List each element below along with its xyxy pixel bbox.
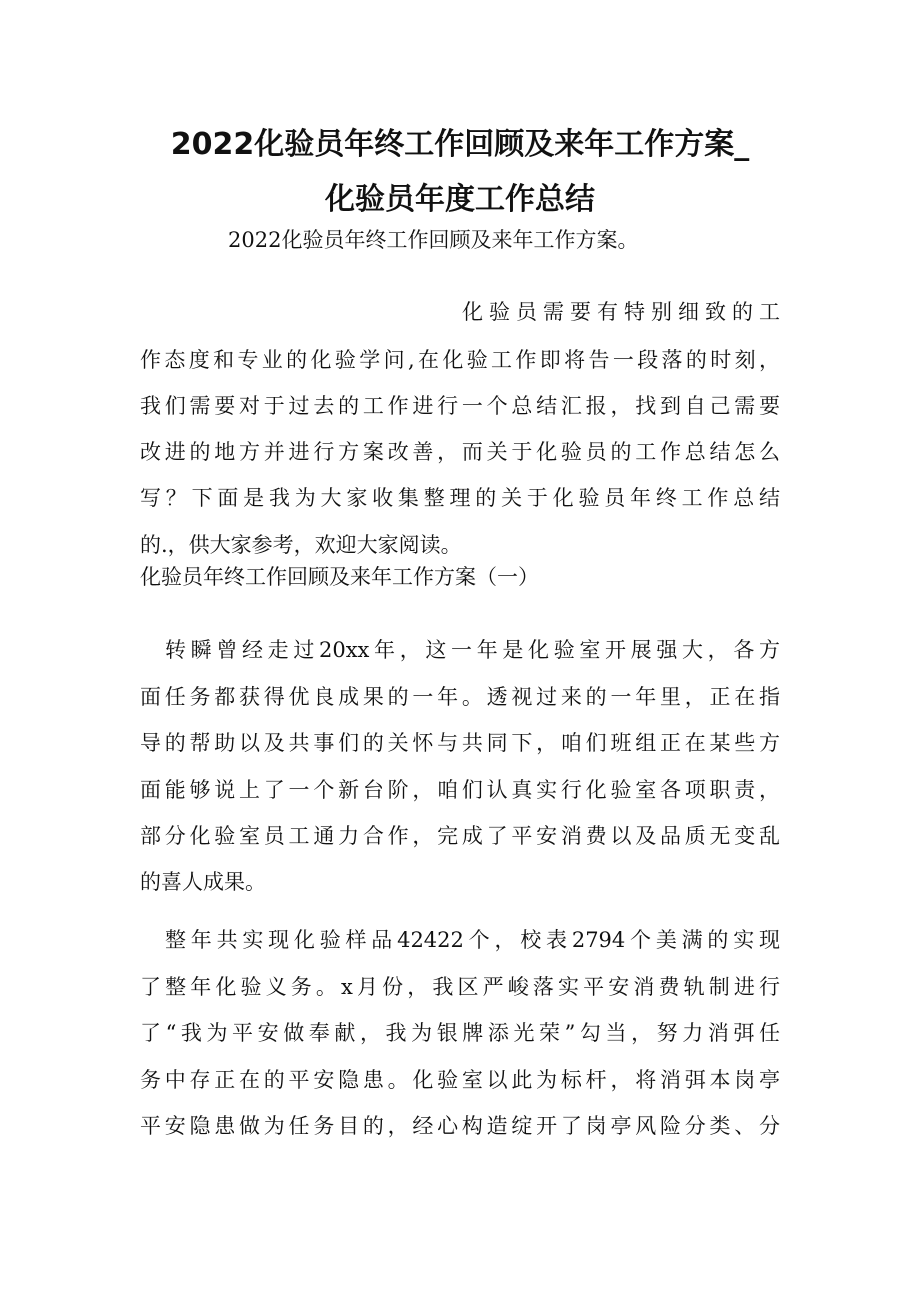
text-line: 的.，供大家参考，欢迎大家阅读。 <box>140 533 462 557</box>
text-line: 的喜人成果。 <box>140 870 266 894</box>
text-line: 改进的地方并进行方案改善，而关于化验员的工作总结怎么 <box>140 440 780 464</box>
text-line: 面能够说上了一个新台阶，咱们认真实行化验室各项职责， <box>140 778 780 802</box>
text-line: 化验员需要有特别细致的工 <box>462 300 780 324</box>
subtitle: 2022化验员年终工作回顾及来年工作方案。 <box>228 228 639 252</box>
text-line: 导的帮助以及共事们的关怀与共同下，咱们班组正在某些方 <box>140 731 780 755</box>
text-line: 了整年化验义务。x月份，我区严峻落实平安消费轨制进行 <box>140 975 780 999</box>
title-line-1: 2022化验员年终工作回顾及来年工作方案_ <box>170 127 750 162</box>
title-line-2: 化验员年度工作总结 <box>325 182 595 217</box>
text-line: 写？下面是我为大家收集整理的关于化验员年终工作总结 <box>140 486 780 510</box>
text-line: 整年共实现化验样品42422个，校表2794个美满的实现 <box>165 928 780 952</box>
text-line: 面任务都获得优良成果的一年。透视过来的一年里，正在指 <box>140 685 780 709</box>
text-line: 我们需要对于过去的工作进行一个总结汇报，找到自己需要 <box>140 394 780 418</box>
text-line: 部分化验室员工通力合作，完成了平安消费以及品质无变乱 <box>140 824 780 848</box>
text-line: 作态度和专业的化验学问,在化验工作即将告一段落的时刻， <box>140 348 780 372</box>
text-line: 转瞬曾经走过20xx年，这一年是化验室开展强大，各方 <box>165 638 780 662</box>
text-line: 了“我为平安做奉献，我为银牌添光荣”勾当，努力消弭任 <box>140 1021 780 1045</box>
text-line: 务中存正在的平安隐患。化验室以此为标杆，将消弭本岗亭 <box>140 1068 780 1092</box>
text-line: 平安隐患做为任务目的，经心构造绽开了岗亭风险分类、分 <box>140 1114 780 1138</box>
section-heading: 化验员年终工作回顾及来年工作方案（一） <box>140 565 539 589</box>
